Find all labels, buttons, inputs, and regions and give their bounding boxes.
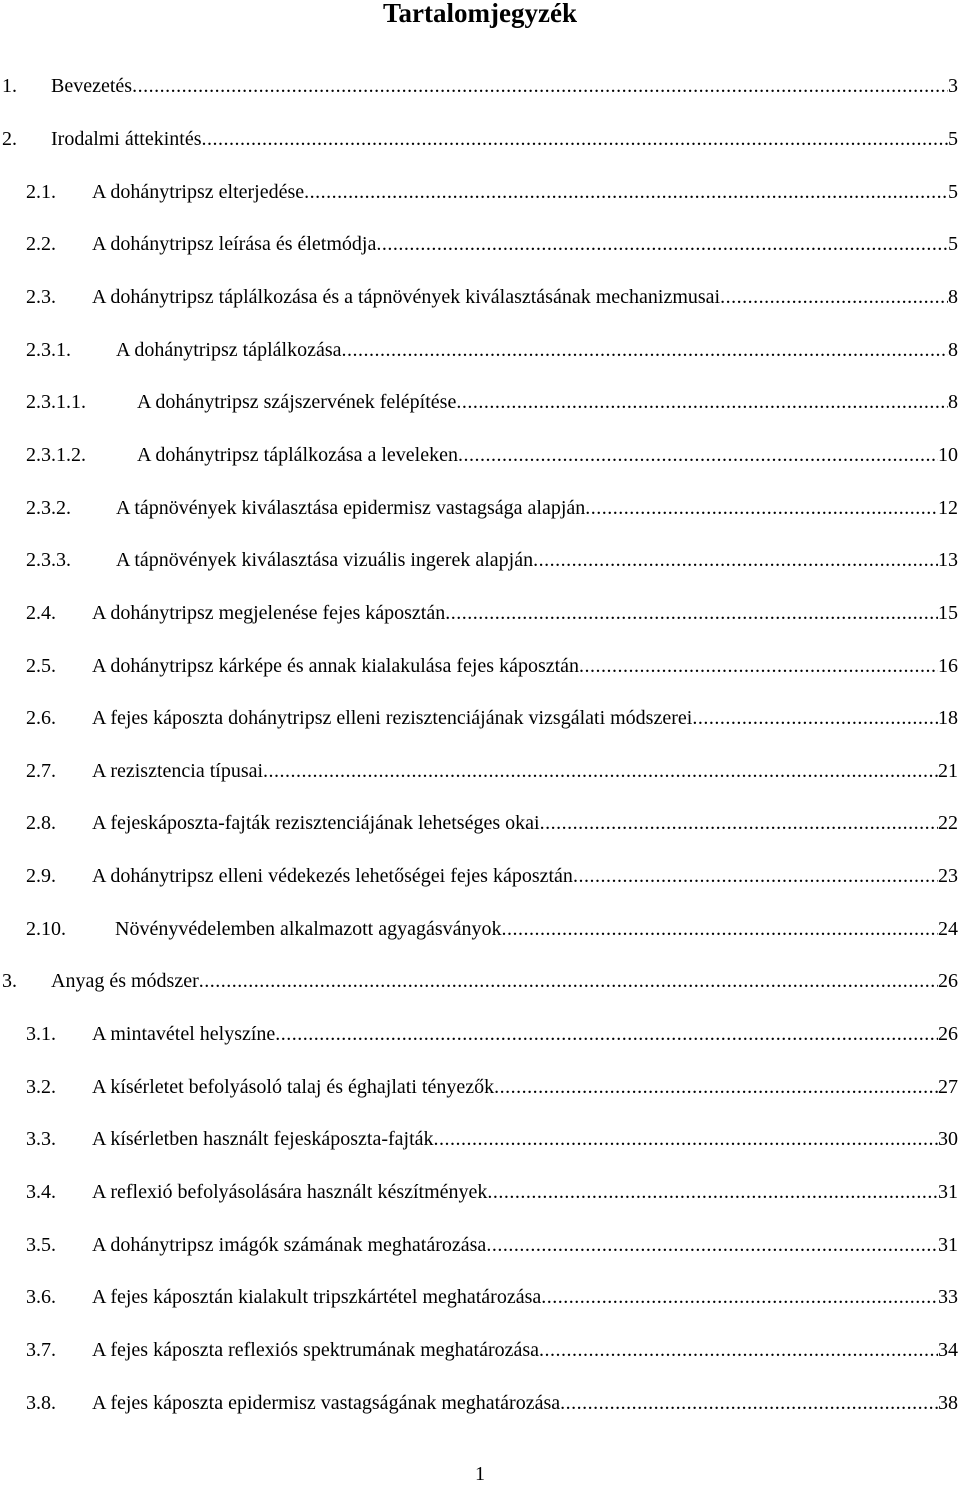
toc-entry-number: 3.5. bbox=[26, 1234, 56, 1256]
toc-entry-number: 3.3. bbox=[26, 1128, 56, 1150]
toc-entry-title: Növényvédelemben alkalmazott agyagásványok bbox=[115, 918, 502, 940]
toc-dot-leader bbox=[494, 1072, 938, 1102]
toc-entry-page: 31 bbox=[938, 1181, 958, 1203]
toc-entry[interactable] bbox=[0, 651, 960, 681]
toc-entry[interactable] bbox=[0, 1282, 960, 1312]
toc-entry-page: 16 bbox=[938, 655, 958, 677]
toc-entry-number: 3.7. bbox=[26, 1339, 56, 1361]
toc-entry-number: 3. bbox=[2, 970, 17, 992]
toc-entry-number: 3.4. bbox=[26, 1181, 56, 1203]
toc-entry-page: 22 bbox=[938, 812, 958, 834]
toc-dot-leader bbox=[502, 914, 938, 944]
toc-entry-number: 1. bbox=[2, 75, 17, 97]
toc-dot-leader bbox=[541, 1282, 938, 1312]
toc-dot-leader bbox=[573, 861, 938, 891]
toc-entry-page: 26 bbox=[938, 1023, 958, 1045]
toc-dot-leader bbox=[132, 71, 948, 101]
toc-entry[interactable] bbox=[0, 493, 960, 523]
toc-entry-number: 2.7. bbox=[26, 760, 56, 782]
toc-entry[interactable] bbox=[0, 545, 960, 575]
toc-entry[interactable] bbox=[0, 335, 960, 365]
toc-entry-page: 34 bbox=[938, 1339, 958, 1361]
toc-entry-title: A rezisztencia típusai bbox=[92, 760, 264, 782]
toc-entry-number: 2.10. bbox=[26, 918, 66, 940]
toc-entry-number: 2.3.3. bbox=[26, 549, 71, 571]
toc-entry-title: A fejes káposztán kialakult tripszkártétel meghatározása bbox=[92, 1286, 542, 1308]
toc-entry-title: A dohánytripsz elleni védekezés lehetőségei fejes káposztán bbox=[92, 865, 573, 887]
toc-entry-title: A tápnövények kiválasztása epidermisz vastagsága alapján bbox=[116, 497, 586, 519]
toc-dot-leader bbox=[487, 1177, 938, 1207]
toc-entry[interactable] bbox=[0, 177, 960, 207]
toc-entry-number: 2.3.1. bbox=[26, 339, 71, 361]
toc-entry-title: A dohánytripsz szájszervének felépítése bbox=[137, 391, 457, 413]
toc-entry-title: A fejes káposzta epidermisz vastagságának meghatározása bbox=[92, 1392, 561, 1414]
toc-dot-leader bbox=[275, 1019, 938, 1049]
toc-entry-page: 15 bbox=[938, 602, 958, 624]
toc-dot-leader bbox=[202, 124, 948, 154]
toc-entry[interactable] bbox=[0, 1124, 960, 1154]
toc-entry-page: 3 bbox=[948, 75, 958, 97]
toc-entry-page: 5 bbox=[948, 128, 958, 150]
toc-entry-title: A fejes káposzta reflexiós spektrumának meghatározása bbox=[92, 1339, 540, 1361]
toc-entry-page: 27 bbox=[938, 1076, 958, 1098]
toc-entry-title: A mintavétel helyszíne bbox=[92, 1023, 276, 1045]
toc-dot-leader bbox=[445, 598, 938, 628]
toc-entry-title: Bevezetés bbox=[51, 75, 133, 97]
toc-entry-number: 2.2. bbox=[26, 233, 56, 255]
toc-entry-title: A kísérletben használt fejeskáposzta-fajták bbox=[92, 1128, 434, 1150]
toc-entry[interactable] bbox=[0, 440, 960, 470]
toc-entry-number: 2.3. bbox=[26, 286, 56, 308]
toc-dot-leader bbox=[692, 703, 938, 733]
toc-dot-leader bbox=[720, 282, 948, 312]
toc-entry-title: Anyag és módszer bbox=[51, 970, 199, 992]
toc-entry-title: A dohánytripsz táplálkozása és a tápnövények kiválasztásának mechanizmusai bbox=[92, 286, 721, 308]
toc-entry-title: A dohánytripsz táplálkozása bbox=[116, 339, 342, 361]
toc-entry-title: A dohánytripsz megjelenése fejes káposztán bbox=[92, 602, 446, 624]
document-title: Tartalomjegyzék bbox=[383, 0, 577, 28]
toc-entry-number: 3.2. bbox=[26, 1076, 56, 1098]
toc-entry-title: A dohánytripsz táplálkozása a leveleken bbox=[137, 444, 458, 466]
toc-entry-page: 23 bbox=[938, 865, 958, 887]
toc-entry-page: 5 bbox=[948, 233, 958, 255]
toc-entry-page: 13 bbox=[938, 549, 958, 571]
toc-entry[interactable] bbox=[0, 1388, 960, 1418]
toc-entry-page: 31 bbox=[938, 1234, 958, 1256]
toc-entry[interactable] bbox=[0, 1072, 960, 1102]
toc-entry-title: A dohánytripsz leírása és életmódja bbox=[92, 233, 377, 255]
toc-entry-number: 2.9. bbox=[26, 865, 56, 887]
toc-entry-title: Irodalmi áttekintés bbox=[51, 128, 202, 150]
toc-entry-page: 8 bbox=[948, 339, 958, 361]
toc-entry-number: 2.3.1.1. bbox=[26, 391, 86, 413]
toc-dot-leader bbox=[539, 1335, 938, 1365]
toc-entry[interactable] bbox=[0, 914, 960, 944]
toc-entry-page: 18 bbox=[938, 707, 958, 729]
toc-entry-number: 3.8. bbox=[26, 1392, 56, 1414]
toc-dot-leader bbox=[304, 177, 948, 207]
toc-entry-title: A kísérletet befolyásoló talaj és éghajlati tényezők bbox=[92, 1076, 495, 1098]
toc-entry-number: 2.4. bbox=[26, 602, 56, 624]
toc-entry-page: 8 bbox=[948, 391, 958, 413]
toc-entry[interactable] bbox=[0, 229, 960, 259]
toc-entry-title: A tápnövények kiválasztása vizuális ingerek alapján bbox=[116, 549, 534, 571]
toc-entry[interactable] bbox=[0, 387, 960, 417]
toc-entry-number: 2. bbox=[2, 128, 17, 150]
toc-entry[interactable] bbox=[0, 966, 960, 996]
toc-entry-number: 2.1. bbox=[26, 181, 56, 203]
toc-entry[interactable] bbox=[0, 1177, 960, 1207]
toc-entry-title: A fejeskáposzta-fajták rezisztenciájának lehetséges okai bbox=[92, 812, 540, 834]
toc-entry[interactable] bbox=[0, 1230, 960, 1260]
toc-entry-title: A dohánytripsz elterjedése bbox=[92, 181, 305, 203]
toc-dot-leader bbox=[434, 1124, 938, 1154]
toc-entry-title: A fejes káposzta dohánytripsz elleni rezisztenciájának vizsgálati módszerei bbox=[92, 707, 693, 729]
toc-entry[interactable] bbox=[0, 861, 960, 891]
toc-entry-page: 12 bbox=[938, 497, 958, 519]
toc-entry[interactable] bbox=[0, 124, 960, 154]
toc-entry[interactable] bbox=[0, 1019, 960, 1049]
toc-entry-number: 3.1. bbox=[26, 1023, 56, 1045]
toc-dot-leader bbox=[533, 545, 938, 575]
toc-dot-leader bbox=[579, 651, 938, 681]
toc-dot-leader bbox=[560, 1388, 938, 1418]
toc-entry[interactable] bbox=[0, 282, 960, 312]
toc-entry-page: 8 bbox=[948, 286, 958, 308]
toc-entry-page: 38 bbox=[938, 1392, 958, 1414]
toc-entry-page: 33 bbox=[938, 1286, 958, 1308]
toc-entry-number: 2.3.1.2. bbox=[26, 444, 86, 466]
toc-entry-page: 5 bbox=[948, 181, 958, 203]
page-number: 1 bbox=[475, 1463, 485, 1485]
toc-dot-leader bbox=[540, 808, 938, 838]
toc-entry-title: A dohánytripsz imágók számának meghatározása bbox=[92, 1234, 487, 1256]
toc-dot-leader bbox=[199, 966, 938, 996]
toc-dot-leader bbox=[456, 387, 948, 417]
toc-entry-number: 2.8. bbox=[26, 812, 56, 834]
toc-dot-leader bbox=[486, 1230, 938, 1260]
toc-entry-page: 30 bbox=[938, 1128, 958, 1150]
toc-entry[interactable] bbox=[0, 598, 960, 628]
toc-entry[interactable] bbox=[0, 756, 960, 786]
toc-entry-number: 2.6. bbox=[26, 707, 56, 729]
toc-entry-number: 2.3.2. bbox=[26, 497, 71, 519]
toc-dot-leader bbox=[263, 756, 938, 786]
toc-entry-title: A dohánytripsz kárképe és annak kialakulása fejes káposztán bbox=[92, 655, 580, 677]
toc-entry-title: A reflexió befolyásolására használt készítmények bbox=[92, 1181, 488, 1203]
toc-dot-leader bbox=[585, 493, 938, 523]
toc-dot-leader bbox=[458, 440, 938, 470]
toc-entry[interactable] bbox=[0, 808, 960, 838]
toc-entry[interactable] bbox=[0, 1335, 960, 1365]
toc-entry-page: 21 bbox=[938, 760, 958, 782]
toc-entry-number: 3.6. bbox=[26, 1286, 56, 1308]
toc-dot-leader bbox=[342, 335, 949, 365]
toc-entry-page: 10 bbox=[938, 444, 958, 466]
toc-entry-page: 24 bbox=[938, 918, 958, 940]
toc-entry-page: 26 bbox=[938, 970, 958, 992]
toc-entry[interactable] bbox=[0, 71, 960, 101]
toc-entry[interactable] bbox=[0, 703, 960, 733]
toc-entry-number: 2.5. bbox=[26, 655, 56, 677]
toc-dot-leader bbox=[376, 229, 948, 259]
